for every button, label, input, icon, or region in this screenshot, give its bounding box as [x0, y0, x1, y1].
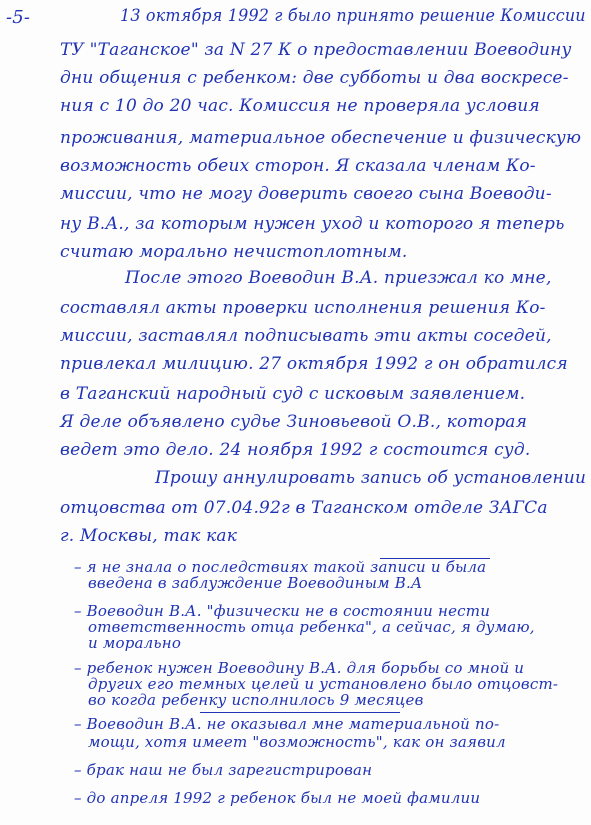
paragraph-3-line-2: отцовства от 07.04.92г в Таганском отделе ЗАГСа	[60, 498, 548, 518]
bullet-4-line-2: мощи, хотя имеет "возможность", как он заявил	[88, 733, 506, 751]
paragraph-1-line-5: проживания, материальное обеспечение и физическую	[60, 128, 582, 148]
paragraph-2-line-1: После этого Воеводин В.А. приезжал ко мне,	[125, 268, 552, 288]
paragraph-2-line-4: привлекал милицию. 27 октября 1992 г он обратился	[60, 354, 568, 374]
paragraph-1-line-2: ТУ "Таганское" за N 27 К о предоставлении Воеводину	[60, 40, 572, 60]
bullet-3-line-1: – ребенок нужен Воеводину В.А. для борьбы со мной и	[74, 659, 525, 677]
page-number: -5-	[6, 7, 31, 28]
paragraph-2-line-3: миссии, заставлял подписывать эти акты соседей,	[60, 326, 552, 346]
paragraph-1-line-8: ну В.А., за которым нужен уход и которого я теперь	[60, 214, 565, 234]
bullet-2-line-1: – Воеводин В.А. "физически не в состоянии нести	[74, 602, 491, 620]
paragraph-3-line-3: г. Москвы, так как	[60, 526, 238, 546]
paragraph-1-line-7: миссии, что не могу доверить своего сына Воеводи-	[60, 184, 552, 204]
paragraph-1-line-9: считаю морально нечистоплотным.	[60, 242, 408, 262]
bullet-1-line-2: введена в заблуждение Воеводиным В.А	[88, 574, 423, 592]
bullet-5-line-1: – брак наш не был зарегистрирован	[74, 761, 373, 779]
bullet-1-line-1: – я не знала о последствиях такой записи и была	[74, 558, 487, 576]
paragraph-1-line-4: ния с 10 до 20 час. Комиссия не проверяла условия	[60, 96, 540, 116]
bullet-3-line-3: во когда ребенку исполнилось 9 месяцев	[88, 691, 424, 709]
paragraph-2-line-7: ведет это дело. 24 ноября 1992 г состоится суд.	[60, 440, 531, 460]
paragraph-2-line-5: в Таганский народный суд с исковым заявлением.	[60, 384, 526, 404]
paragraph-1-line-3: дни общения с ребенком: две субботы и два воскресе-	[60, 68, 569, 88]
paragraph-2-line-6: Я деле объявлено судье Зиновьевой О.В., которая	[60, 412, 528, 432]
paragraph-3-line-1: Прошу аннулировать запись об установлении	[155, 468, 587, 488]
bullet-4-line-1: – Воеводин В.А. не оказывал мне материальной по-	[74, 715, 500, 733]
paragraph-2-line-2: составлял акты проверки исполнения решения Ко-	[60, 298, 546, 318]
bullet-2-line-3: и морально	[88, 634, 182, 652]
bullet-3-line-2: других его темных целей и установлено было отцовст-	[88, 675, 559, 693]
paragraph-1-line-6: возможность обеих сторон. Я сказала членам Ко-	[60, 156, 536, 176]
paragraph-1-line-1: 13 октября 1992 г было принято решение Комиссии	[120, 6, 586, 26]
ink-underline	[380, 558, 490, 559]
bullet-6-line-1: – до апреля 1992 г ребенок был не моей фамилии	[74, 789, 481, 807]
bullet-2-line-2: ответственность отца ребенка", а сейчас, я думаю,	[88, 618, 535, 636]
ink-underline	[200, 712, 400, 713]
